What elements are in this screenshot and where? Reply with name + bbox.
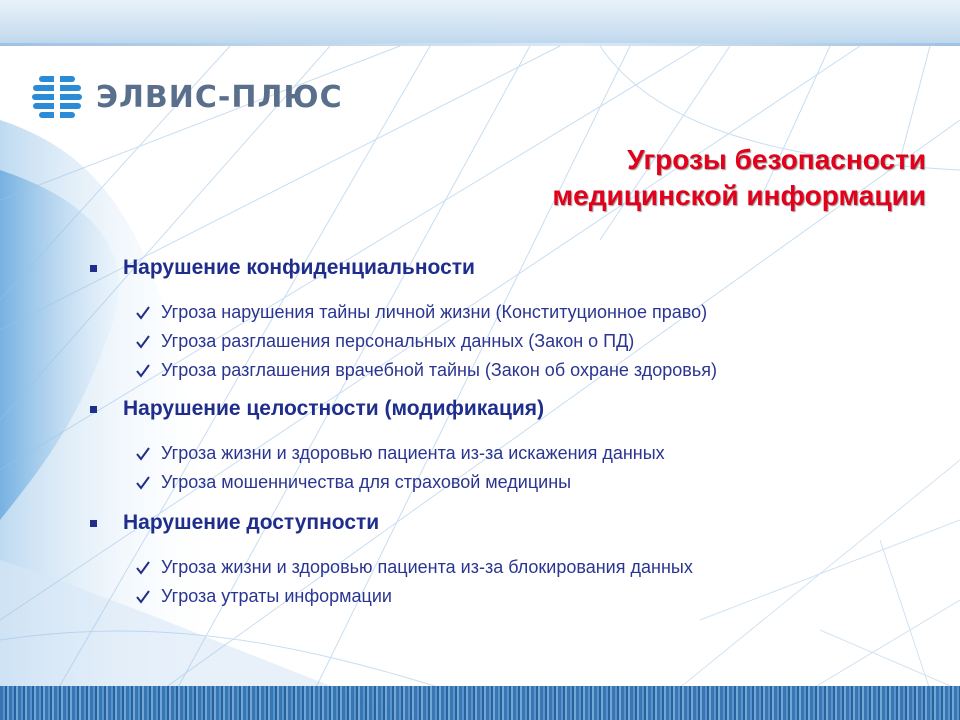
square-bullet-icon xyxy=(90,520,97,527)
list-item xyxy=(136,439,928,468)
list-item-text: Угроза жизни и здоровью пациента из-за искажения данных xyxy=(161,443,665,463)
checkmark-icon xyxy=(136,364,150,378)
section-items xyxy=(88,298,928,385)
section-integrity xyxy=(88,393,928,497)
checkmark-icon xyxy=(136,335,150,349)
section-heading xyxy=(88,252,928,284)
list-item xyxy=(136,582,928,611)
checkmark-icon xyxy=(136,306,150,320)
slide-title xyxy=(306,142,926,214)
list-item-text: Угроза утраты информации xyxy=(161,586,392,606)
title-line-2: медицинской информации xyxy=(552,180,926,211)
section-heading-text: Нарушение целостности (модификация) xyxy=(123,397,545,420)
list-item-text: Угроза разглашения врачебной тайны (Закон об охране здоровья) xyxy=(161,360,717,380)
title-line-1: Угрозы безопасности xyxy=(627,144,926,175)
checkmark-icon xyxy=(136,447,150,461)
checkmark-icon xyxy=(136,590,150,604)
list-item-text: Угроза нарушения тайны личной жизни (Конституционное право) xyxy=(161,302,708,322)
threat-list xyxy=(88,252,928,611)
section-heading-text: Нарушение доступности xyxy=(123,511,380,534)
section-availability xyxy=(88,507,928,611)
list-item xyxy=(136,298,928,327)
square-bullet-icon xyxy=(90,406,97,413)
checkmark-icon xyxy=(136,476,150,490)
section-items xyxy=(88,439,928,497)
section-heading xyxy=(88,393,928,425)
section-heading-text: Нарушение конфиденциальности xyxy=(123,256,475,279)
logo-text: ЭЛВИС-ПЛЮС xyxy=(96,79,343,115)
list-item-text: Угроза разглашения персональных данных (Закон о ПД) xyxy=(161,331,635,351)
globe-logo-icon xyxy=(30,70,84,124)
section-items xyxy=(88,553,928,611)
list-item-text: Угроза мошенничества для страховой медицины xyxy=(161,472,572,492)
section-heading xyxy=(88,507,928,539)
checkmark-icon xyxy=(136,561,150,575)
bottom-banner-strip xyxy=(0,686,960,720)
list-item xyxy=(136,327,928,356)
company-logo xyxy=(30,70,343,124)
list-item-text: Угроза жизни и здоровью пациента из-за блокирования данных xyxy=(161,557,693,577)
list-item xyxy=(136,553,928,582)
section-confidentiality xyxy=(88,252,928,385)
list-item xyxy=(136,356,928,385)
list-item xyxy=(136,468,928,497)
square-bullet-icon xyxy=(90,265,97,272)
